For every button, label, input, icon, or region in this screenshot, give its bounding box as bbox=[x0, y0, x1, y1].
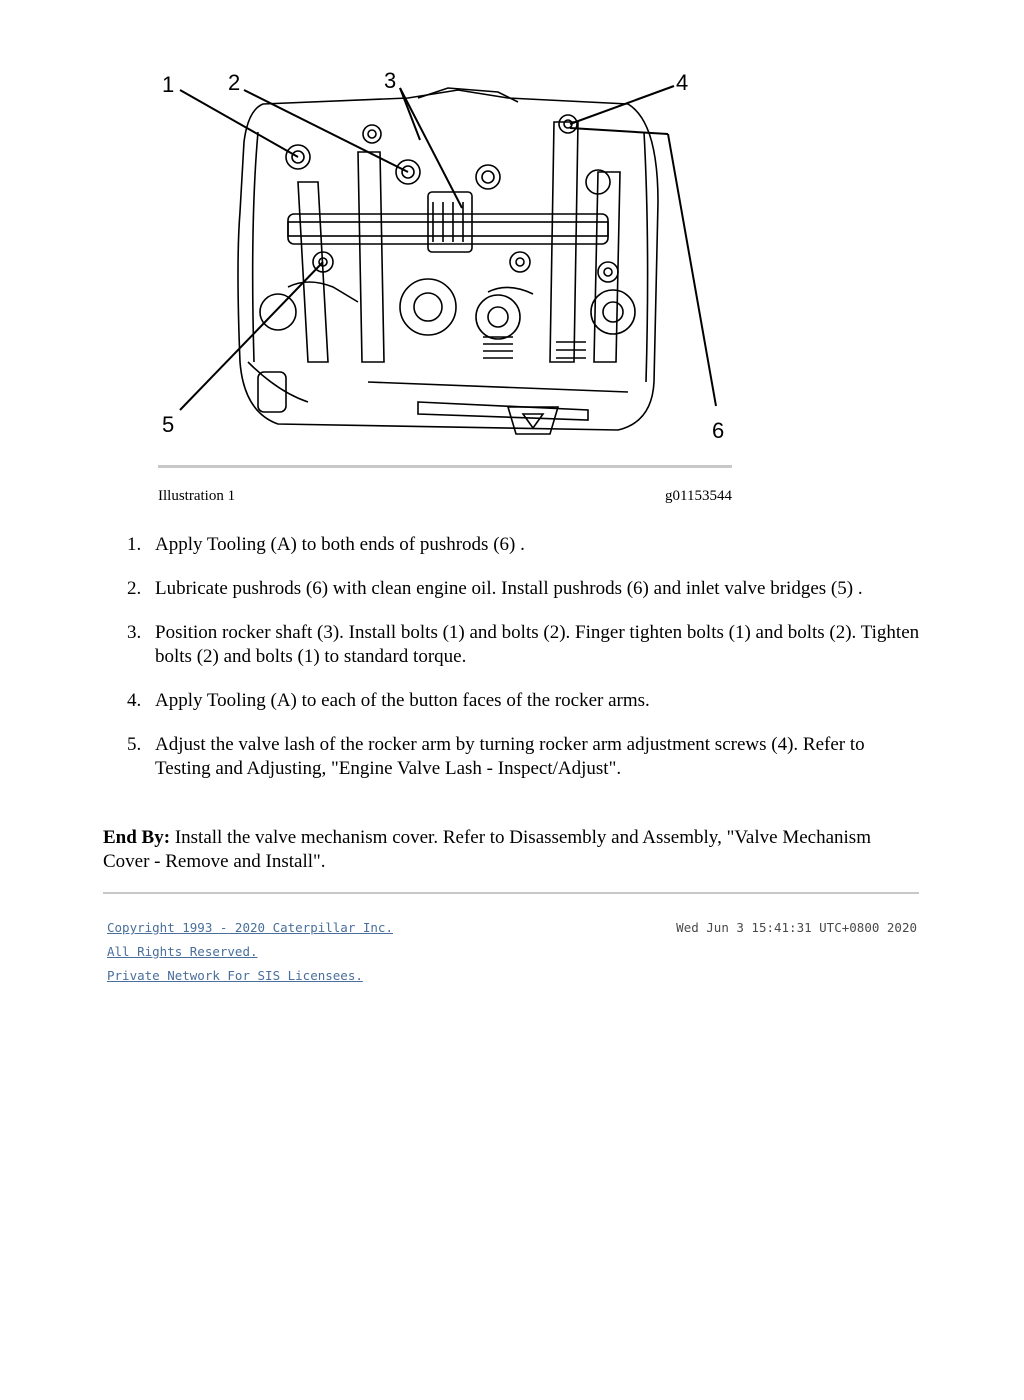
copyright-link[interactable]: Copyright 1993 - 2020 Caterpillar Inc. bbox=[107, 920, 393, 935]
caption-label: Illustration 1 bbox=[158, 488, 236, 504]
step-text: Apply Tooling (A) to both ends of pushrods (6) . bbox=[155, 534, 525, 555]
callout-label: 3 bbox=[384, 68, 397, 93]
step-item bbox=[103, 621, 923, 669]
callout-label: 4 bbox=[676, 70, 689, 95]
illustration-caption bbox=[158, 488, 732, 505]
callout-label: 1 bbox=[162, 72, 175, 97]
caption-code: g01153544 bbox=[665, 488, 732, 504]
step-number: 1. bbox=[127, 534, 142, 555]
step-text: Adjust the valve lash of the rocker arm by turning rocker arm adjustment screws (4). Refer to Testing and Adjusting, "Engine Valve Lash - Inspect/Adjust". bbox=[155, 734, 865, 779]
illustration-divider bbox=[158, 465, 732, 468]
page-footer bbox=[107, 916, 917, 988]
step-text: Apply Tooling (A) to each of the button faces of the rocker arms. bbox=[155, 690, 650, 711]
step-number: 3. bbox=[127, 622, 142, 643]
step-number: 5. bbox=[127, 734, 142, 755]
timestamp: Wed Jun 3 15:41:31 UTC+0800 2020 bbox=[676, 920, 917, 935]
step-text: Lubricate pushrods (6) with clean engine oil. Install pushrods (6) and inlet valve bridges (5) . bbox=[155, 578, 863, 599]
network-link[interactable]: Private Network For SIS Licensees. bbox=[107, 968, 363, 983]
callout-label: 6 bbox=[712, 418, 725, 442]
step-item bbox=[103, 533, 923, 557]
rights-link[interactable]: All Rights Reserved. bbox=[107, 944, 258, 959]
callout-label: 2 bbox=[228, 70, 241, 95]
end-by-text: Install the valve mechanism cover. Refer to Disassembly and Assembly, "Valve Mechanism Cover - Remove and Install". bbox=[103, 827, 871, 872]
step-item bbox=[103, 577, 923, 601]
end-by-label: End By: bbox=[103, 827, 171, 848]
footer-divider bbox=[103, 892, 919, 894]
step-text: Position rocker shaft (3). Install bolts (1) and bolts (2). Finger tighten bolts (1) and bolts (2). Tighten bolts (2) and bolts (1) to standard torque. bbox=[155, 622, 920, 667]
procedure-steps bbox=[103, 533, 923, 801]
step-number: 2. bbox=[127, 578, 142, 599]
step-item bbox=[103, 733, 923, 781]
callout-label: 5 bbox=[162, 412, 175, 437]
step-item bbox=[103, 689, 923, 713]
end-by-note bbox=[103, 826, 903, 874]
engine-rocker-illustration bbox=[158, 62, 732, 442]
illustration-drawing bbox=[158, 62, 732, 442]
step-number: 4. bbox=[127, 690, 142, 711]
